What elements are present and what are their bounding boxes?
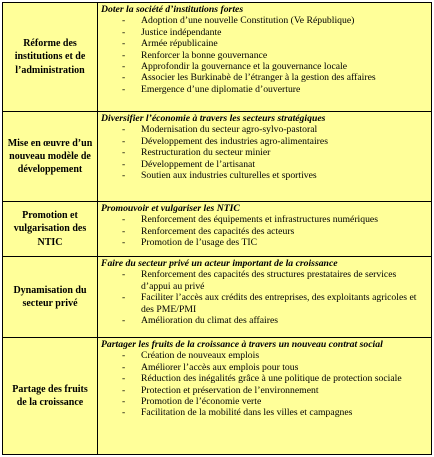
list-item (122, 72, 428, 83)
list-item-text: Renforcement des capacités des acteurs (141, 225, 295, 237)
bullet-dash: - (122, 396, 126, 408)
list-item-text: Renforcement des équipements et infrastructures numériques (141, 214, 378, 226)
list-item-text: Modernisation du secteur agro-sylvo-pastoral (141, 124, 318, 136)
row-heading: Diversifier l’économie à travers les secteurs stratégiques (101, 113, 326, 124)
list-item (122, 61, 428, 72)
bullet-dash: - (122, 49, 126, 61)
bullet-dash: - (122, 61, 126, 73)
bullet-dash: - (122, 15, 126, 27)
row-heading: Doter la société d’institutions fortes (101, 4, 244, 15)
list-item-text: Renforcer la bonne gouvernance (141, 49, 268, 61)
list-item-text: Amélioration du climat des affaires (141, 315, 279, 327)
row-label-cell (3, 3, 98, 112)
row-label: Promotion et vulgarisation des NTIC (13, 210, 87, 248)
bullet-dash: - (122, 373, 126, 385)
bullet-dash: - (122, 147, 126, 159)
list-item (122, 136, 428, 147)
bullet-dash: - (122, 361, 126, 373)
list-item-text: Soutien aux industries culturelles et sportives (141, 170, 317, 182)
list-item (122, 226, 428, 237)
list-item (122, 292, 428, 315)
item-list (101, 15, 428, 95)
list-item (122, 407, 428, 418)
list-item-text: Justice indépendante (141, 26, 222, 38)
list-item-text: Restructuration du secteur minier (141, 147, 271, 159)
bullet-dash: - (122, 135, 126, 147)
list-item-text: Création de nouveaux emplois (141, 350, 260, 362)
row-content-cell (98, 202, 432, 257)
list-item-text: Armée républicaine (141, 38, 218, 50)
list-item (122, 84, 428, 95)
row-label-cell (3, 257, 98, 338)
bullet-dash: - (122, 26, 126, 38)
bullet-dash: - (122, 214, 126, 226)
list-item (122, 38, 428, 49)
list-item (122, 237, 428, 248)
bullet-dash: - (122, 350, 126, 362)
policy-axes-table (2, 2, 432, 455)
bullet-dash: - (122, 124, 126, 136)
bullet-dash: - (122, 315, 126, 327)
list-item (122, 315, 428, 326)
bullet-dash: - (122, 407, 126, 419)
list-item (122, 269, 428, 292)
table-row (3, 338, 432, 455)
list-item (122, 350, 428, 361)
list-item (122, 27, 428, 38)
row-content-cell (98, 112, 432, 202)
list-item (122, 362, 428, 373)
list-item-text: Promotion de l’économie verte (141, 396, 262, 408)
list-item (122, 385, 428, 396)
table-row (3, 3, 432, 112)
item-list (101, 214, 428, 248)
item-list (101, 124, 428, 181)
row-content-cell (98, 338, 432, 455)
table-row (3, 112, 432, 202)
list-item-text: Emergence d’une diplomatie d’ouverture (141, 83, 301, 95)
bullet-dash: - (122, 292, 126, 304)
row-heading: Promouvoir et vulgariser les NTIC (101, 203, 240, 214)
list-item (122, 159, 428, 170)
bullet-dash: - (122, 269, 126, 281)
bullet-dash: - (122, 170, 126, 182)
row-heading: Faire du secteur privé un acteur important de la croissance (101, 258, 338, 269)
bullet-dash: - (122, 225, 126, 237)
list-item-text: Renforcement des capacités des structures prestataires de services d’appui au privé (141, 269, 397, 292)
list-item (122, 170, 428, 181)
bullet-dash: - (122, 83, 126, 95)
list-item-text: Développement de l’artisanat (141, 158, 256, 170)
list-item-text: Protection et préservation de l’environnement (141, 384, 319, 396)
list-item (122, 15, 428, 26)
row-label-cell (3, 112, 98, 202)
row-content-cell (98, 257, 432, 338)
list-item-text: Adoption d’une nouvelle Constitution (Ve République) (141, 15, 355, 27)
list-item-text: Améliorer l’accès aux emplois pour tous (141, 361, 299, 373)
list-item-text: Associer les Burkinabè de l’étranger à la gestion des affaires (141, 72, 376, 84)
list-item-text: Réduction des inégalités grâce à une politique de protection sociale (141, 373, 402, 385)
table-row (3, 257, 432, 338)
bullet-dash: - (122, 158, 126, 170)
row-label: Mise en œuvre d’un nouveau modèle de développement (7, 137, 93, 176)
item-list (101, 350, 428, 418)
row-label: Dynamisation du secteur privé (13, 284, 87, 309)
bullet-dash: - (122, 237, 126, 249)
row-label-cell (3, 338, 98, 455)
list-item-text: Développement des industries agro-alimentaires (141, 135, 328, 147)
row-heading: Partager les fruits de la croissance à travers un nouveau contrat social (101, 339, 383, 350)
list-item-text: Promotion de l’usage des TIC (141, 237, 258, 249)
row-content-cell (98, 3, 432, 112)
list-item (122, 396, 428, 407)
list-item-text: Facilitation de la mobilité dans les villes et campagnes (141, 407, 353, 419)
bullet-dash: - (122, 384, 126, 396)
list-item-text: Faciliter l’accès aux crédits des entreprises, des exploitants agricoles et des PME/PMI (141, 292, 417, 315)
list-item (122, 50, 428, 61)
row-label: Partage des fruits de la croissance (12, 383, 88, 408)
list-item (122, 373, 428, 384)
row-label: Réforme des institutions et de l’administration (14, 38, 86, 76)
bullet-dash: - (122, 38, 126, 50)
list-item (122, 147, 428, 158)
bullet-dash: - (122, 72, 126, 84)
row-label-cell (3, 202, 98, 257)
list-item (122, 124, 428, 135)
table-row (3, 202, 432, 257)
list-item-text: Approfondir la gouvernance et la gouvernance locale (141, 61, 348, 73)
list-item (122, 214, 428, 225)
item-list (101, 269, 428, 326)
